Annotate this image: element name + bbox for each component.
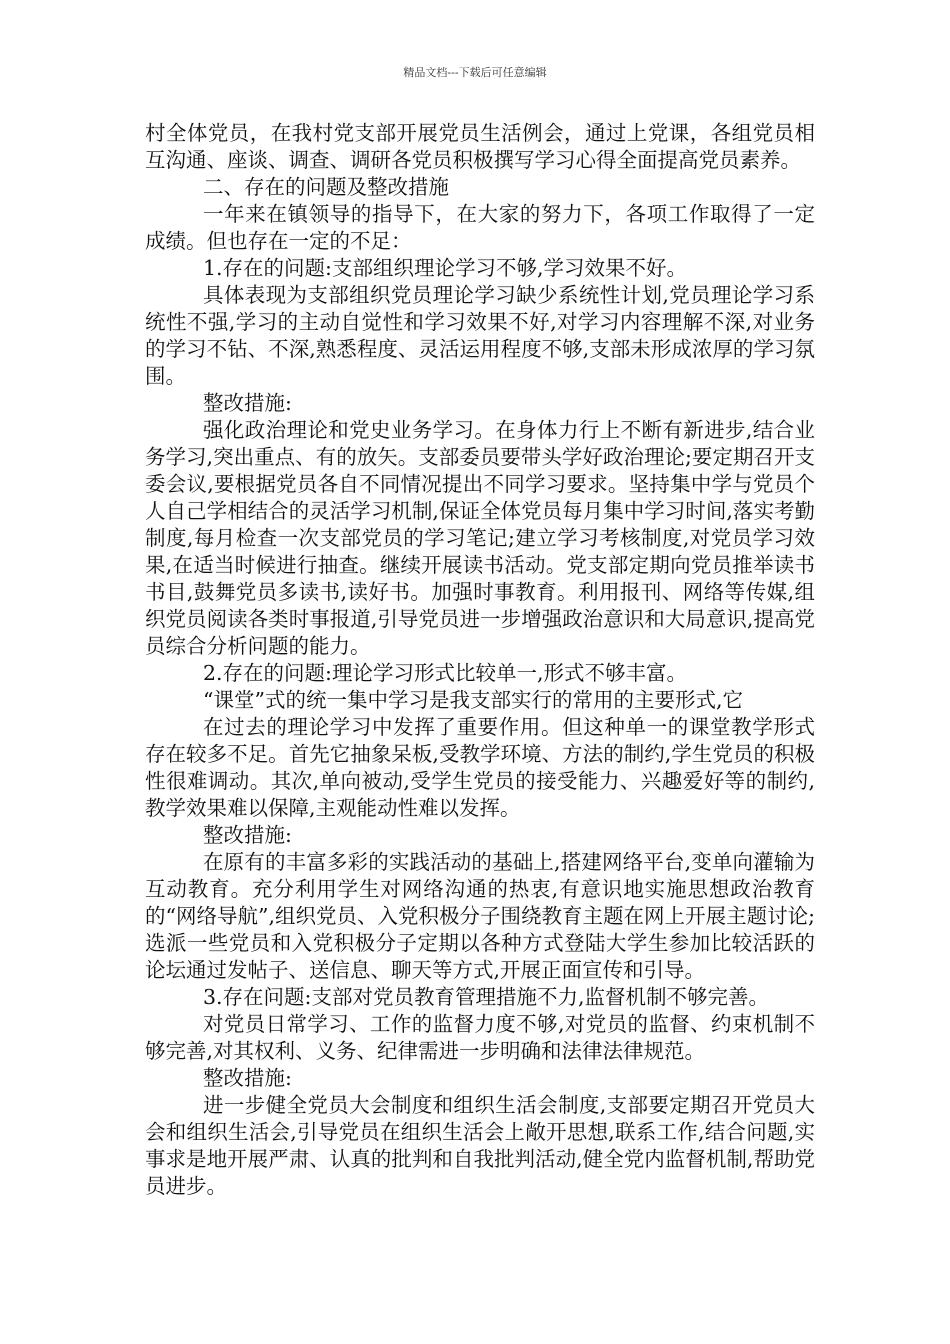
paragraph: 对党员日常学习、工作的监督力度不够,对党员的监督、约束机制不够完善,对其权利、义务、纪律需进一步明确和法律法律规范。	[145, 1012, 815, 1063]
section-heading: 二、存在的问题及整改措施	[203, 175, 449, 199]
document-body	[145, 120, 815, 1200]
issue-heading-1: 1.存在的问题:支部组织理论学习不够,学习效果不好。	[203, 256, 687, 280]
measures-heading: 整改措施:	[203, 823, 292, 847]
paragraph: 在原有的丰富多彩的实践活动的基础上,搭建网络平台,变单向灌输为互动教育。充分利用学生对网络沟通的热衷,有意识地实施思想政治教育的“网络导航”,组织党员、入党积极分子围绕教育主题在网上开展主题讨论;选派一些党员和入党积极分子定期以各种方式登陆大学生参加比较活跃的论坛通过发帖子、送信息、聊天等方式,开展正面宣传和引导。	[145, 850, 815, 982]
issue-heading-2: 2.存在的问题:理论学习形式比较单一,形式不够丰富。	[203, 661, 687, 685]
measures-heading: 整改措施:	[203, 391, 292, 415]
page-header: 精品文档---下载后可任意编辑	[403, 66, 547, 79]
paragraph: 在过去的理论学习中发挥了重要作用。但这种单一的课堂教学形式存在较多不足。首先它抽象呆板,受教学环境、方法的制约,学生党员的积极性很难调动。其次,单向被动,受学生党员的接受能力、兴趣爱好等的制约,教学效果难以保障,主观能动性难以发挥。	[145, 715, 815, 820]
paragraph: 一年来在镇领导的指导下，在大家的努力下，各项工作取得了一定成绩。但也存在一定的不足：	[145, 202, 815, 253]
paragraph: 村全体党员，在我村党支部开展党员生活例会，通过上党课，各组党员相互沟通、座谈、调查、调研各党员积极撰写学习心得全面提高党员素养。	[145, 121, 815, 172]
paragraph: 具体表现为支部组织党员理论学习缺少系统性计划,党员理论学习系统性不强,学习的主动自觉性和学习效果不好,对学习内容理解不深,对业务的学习不钻、不深,熟悉程度、灵活运用程度不够,支部未形成浓厚的学习氛围。	[145, 283, 815, 388]
measures-heading: 整改措施:	[203, 1066, 292, 1090]
paragraph: 强化政治理论和党史业务学习。在身体力行上不断有新进步,结合业务学习,突出重点、有的放矢。支部委员要带头学好政治理论;要定期召开支委会议,要根据党员各自不同情况提出不同学习要求。坚持集中学与党员个人自己学相结合的灵活学习机制,保证全体党员每月集中学习时间,落实考勤制度,每月检查一次支部党员的学习笔记;建立学习考核制度,对党员学习效果,在适当时候进行抽查。继续开展读书活动。党支部定期向党员推举读书书目,鼓舞党员多读书,读好书。加强时事教育。利用报刊、网络等传媒,组织党员阅读各类时事报道,引导党员进一步增强政治意识和大局意识,提高党员综合分析问题的能力。	[145, 418, 815, 658]
issue-heading-3: 3.存在问题:支部对党员教育管理措施不力,监督机制不够完善。	[203, 985, 769, 1009]
paragraph: 进一步健全党员大会制度和组织生活会制度,支部要定期召开党员大会和组织生活会,引导党员在组织生活会上敞开思想,联系工作,结合问题,实事求是地开展严肃、认真的批判和自我批判活动,健全党内监督机制,帮助党员进步。	[145, 1093, 815, 1198]
paragraph: “课堂”式的统一集中学习是我支部实行的常用的主要形式,它	[203, 688, 743, 712]
